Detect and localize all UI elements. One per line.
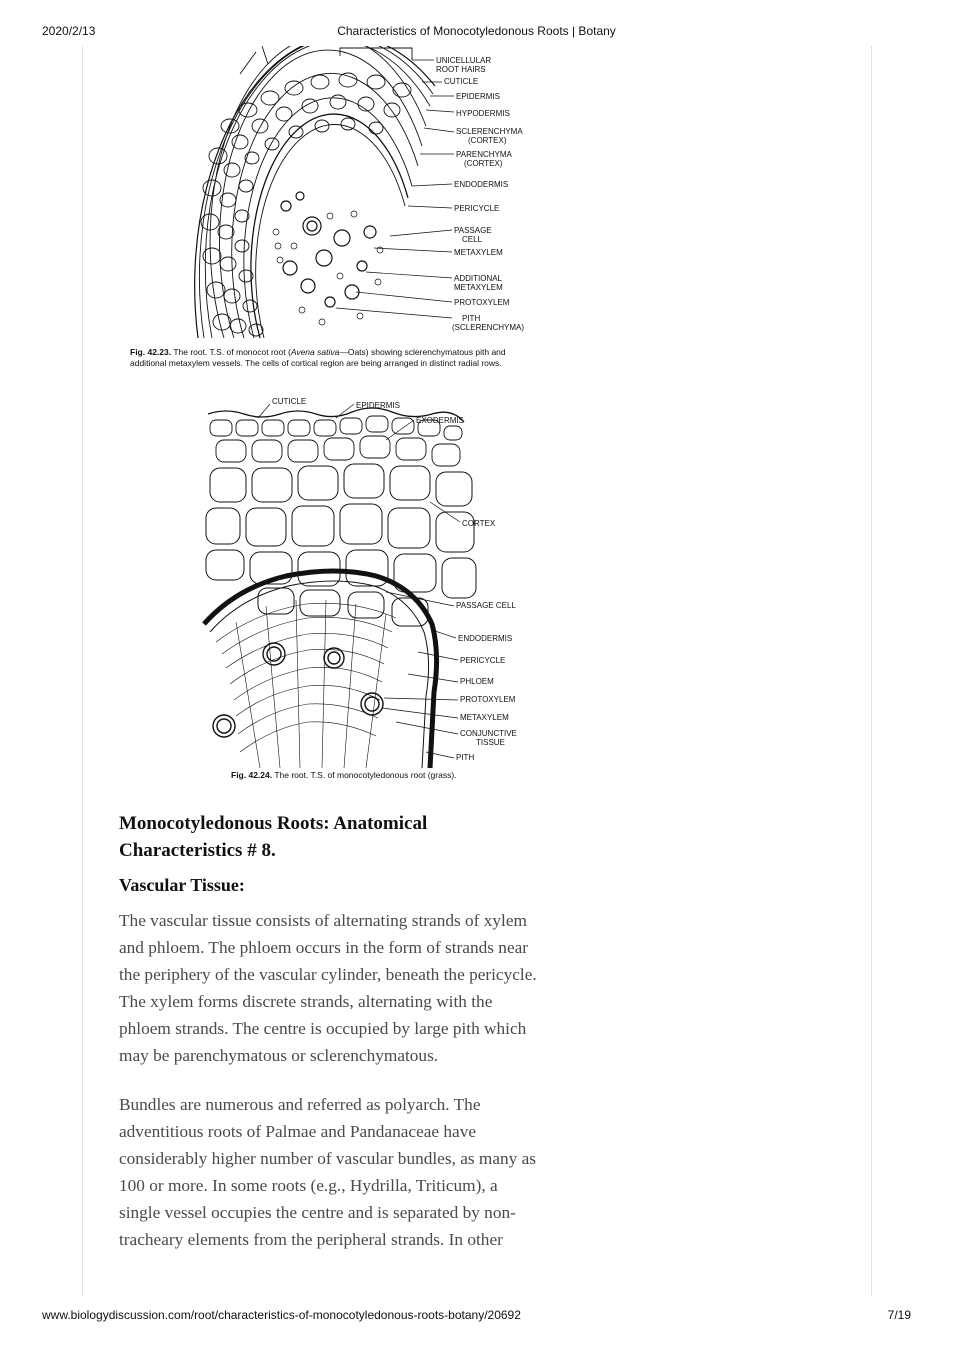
fig1-label-cuticle: CUTICLE xyxy=(444,77,479,86)
fig2-label-conjunctive-tissue: TISSUE xyxy=(476,738,505,747)
svg-text:SCLERENCHYMA xyxy=(456,127,523,136)
svg-text:(CORTEX) xyxy=(464,159,503,168)
print-date: 2020/2/13 xyxy=(42,24,96,38)
fig2-label-endodermis: ENDODERMIS xyxy=(458,634,513,643)
paragraph2-line: Bundles are numerous and referred as polyarch. The xyxy=(119,1095,481,1114)
fig2-label-pith: PITH xyxy=(456,753,475,762)
figure1-illustration xyxy=(190,46,550,338)
svg-text:CELL xyxy=(462,235,483,244)
fig1-label-epidermis: EPIDERMIS xyxy=(456,92,501,101)
svg-text:TISSUE xyxy=(476,738,505,747)
svg-text:ROOT HAIRS xyxy=(436,65,486,74)
figure1-caption-text-b: —Oats) showing sclerenchymatous pith and xyxy=(339,347,506,357)
fig1-label-sclerenchyma: SCLERENCHYMA xyxy=(456,127,523,136)
svg-text:CORTEX xyxy=(462,519,496,528)
figure1-caption-text-a: The root. T.S. of monocot root ( xyxy=(171,347,291,357)
fig2-label-cortex: CORTEX xyxy=(462,519,496,528)
figure2-caption-number: Fig. 42.24. xyxy=(231,770,273,780)
figure-monocot-root-oats xyxy=(190,46,550,338)
figure1-caption xyxy=(130,347,600,369)
fig2-label-epidermis: EPIDERMIS xyxy=(356,401,401,410)
svg-text:PHLOEM xyxy=(460,677,494,686)
svg-text:PITH xyxy=(462,314,480,323)
svg-text:METAXYLEM xyxy=(454,283,503,292)
fig1-label-protoxylem: PROTOXYLEM xyxy=(454,298,510,307)
paragraph1-line: The vascular tissue consists of alternating strands of xylem xyxy=(119,911,527,930)
fig1-label-pith: PITH xyxy=(462,314,481,323)
svg-text:METAXYLEM xyxy=(454,248,503,257)
content-frame-left-border xyxy=(82,46,83,1296)
paragraph-bundles-polyarch xyxy=(119,1091,604,1253)
svg-text:PITH xyxy=(456,753,474,762)
fig2-label-pericycle: PERICYCLE xyxy=(460,656,506,665)
paragraph1-line: phloem strands. The centre is occupied by large pith which xyxy=(119,1019,527,1038)
svg-text:ADDITIONAL xyxy=(454,274,503,283)
svg-text:(SCLERENCHYMA) xyxy=(452,323,524,332)
fig2-label-metaxylem: METAXYLEM xyxy=(460,713,509,722)
fig1-label-parenchyma-cortex: (CORTEX) xyxy=(464,159,503,168)
svg-text:CONJUNCTIVE xyxy=(460,729,517,738)
figure1-caption-line2: additional metaxylem vessels. The cells of cortical region are being arranged in distinct radial rows. xyxy=(130,358,502,368)
fig1-label-metaxylem: METAXYLEM xyxy=(454,248,503,257)
print-header xyxy=(0,24,953,40)
svg-text:EPIDERMIS xyxy=(356,401,400,410)
figure2-caption-text: The root. T.S. of monocotyledonous root (grass). xyxy=(272,770,457,780)
section-heading-line1: Monocotyledonous Roots: Anatomical xyxy=(119,813,428,834)
paragraph1-line: the periphery of the vascular cylinder, beneath the pericycle. xyxy=(119,965,537,984)
fig2-label-phloem: PHLOEM xyxy=(460,677,494,686)
fig2-label-passage-cell: PASSAGE CELL xyxy=(456,601,516,610)
svg-text:PASSAGE xyxy=(454,226,492,235)
svg-text:(CORTEX) xyxy=(468,136,507,145)
fig2-label-protoxylem: PROTOXYLEM xyxy=(460,695,516,704)
svg-text:PERICYCLE xyxy=(460,656,505,665)
print-page-title: Characteristics of Monocotyledonous Roots | Botany xyxy=(337,24,616,38)
paragraph2-line: single vessel occupies the centre and is separated by non- xyxy=(119,1203,516,1222)
paragraph1-line: The xylem forms discrete strands, alternating with the xyxy=(119,992,493,1011)
fig1-label-pericycle: PERICYCLE xyxy=(454,204,500,213)
paragraph2-line: tracheary elements from the peripheral strands. In other xyxy=(119,1230,503,1249)
svg-text:HYPODERMIS xyxy=(456,109,510,118)
svg-text:PROTOXYLEM xyxy=(460,695,516,704)
paragraph2-line: 100 or more. In some roots (e.g., Hydrilla, Triticum), a xyxy=(119,1176,498,1195)
svg-text:PARENCHYMA xyxy=(456,150,513,159)
fig2-label-cuticle: CUTICLE xyxy=(272,397,307,406)
fig1-label-root-hairs-2: ROOT HAIRS xyxy=(436,65,486,74)
svg-text:EPIDERMIS xyxy=(456,92,500,101)
fig2-label-exodermis: EXODERMIS xyxy=(416,416,465,425)
svg-text:PROTOXYLEM xyxy=(454,298,510,307)
paragraph-vascular-tissue xyxy=(119,907,604,1069)
svg-text:EXODERMIS xyxy=(416,416,464,425)
fig1-label-additional-metaxylem: METAXYLEM xyxy=(454,283,503,292)
fig1-label-endodermis: ENDODERMIS xyxy=(454,180,509,189)
svg-text:CUTICLE xyxy=(444,77,478,86)
figure2-illustration xyxy=(196,392,536,768)
section-heading xyxy=(119,810,599,864)
fig1-label-passage-cell: CELL xyxy=(462,235,483,244)
fig1-label-hypodermis: HYPODERMIS xyxy=(456,109,510,118)
print-page-number: 7/19 xyxy=(887,1308,911,1322)
fig1-label-passage: PASSAGE xyxy=(454,226,492,235)
content-frame-right-border xyxy=(871,46,872,1296)
svg-text:UNICELLULAR xyxy=(436,56,491,65)
paragraph2-line: considerably higher number of vascular bundles, as many as xyxy=(119,1149,537,1168)
paragraph1-line: and phloem. The phloem occurs in the form of strands near xyxy=(119,938,529,957)
subheading-vascular-tissue: Vascular Tissue: xyxy=(119,875,245,895)
fig1-label-additional: ADDITIONAL xyxy=(454,274,503,283)
print-url: www.biologydiscussion.com/root/characteristics-of-monocotyledonous-roots-botany/20692 xyxy=(42,1308,521,1322)
paragraph1-line: may be parenchymatous or sclerenchymatous. xyxy=(119,1046,439,1065)
svg-text:PASSAGE CELL xyxy=(456,601,516,610)
paragraph2-line: adventitious roots of Palmae and Pandanaceae have xyxy=(119,1122,477,1141)
svg-text:ENDODERMIS xyxy=(454,180,508,189)
svg-text:METAXYLEM xyxy=(460,713,509,722)
fig1-label-pith-sclerenchyma: (SCLERENCHYMA) xyxy=(452,323,525,332)
fig1-label-sclerenchyma-cortex: (CORTEX) xyxy=(468,136,507,145)
svg-text:PERICYCLE xyxy=(454,204,499,213)
fig1-label-parenchyma: PARENCHYMA xyxy=(456,150,512,159)
figure2-caption xyxy=(231,770,571,781)
figure-monocot-root-grass xyxy=(196,392,536,768)
fig2-label-conjunctive: CONJUNCTIVE xyxy=(460,729,517,738)
fig1-label-root-hairs-1: UNICELLULAR xyxy=(436,56,492,65)
svg-text:CUTICLE xyxy=(272,397,306,406)
print-footer xyxy=(0,1308,953,1324)
figure1-caption-number: Fig. 42.23. xyxy=(130,347,172,357)
svg-text:ENDODERMIS xyxy=(458,634,512,643)
section-heading-line2: Characteristics # 8. xyxy=(119,840,276,861)
figure1-caption-species: Avena sativa xyxy=(290,347,340,357)
